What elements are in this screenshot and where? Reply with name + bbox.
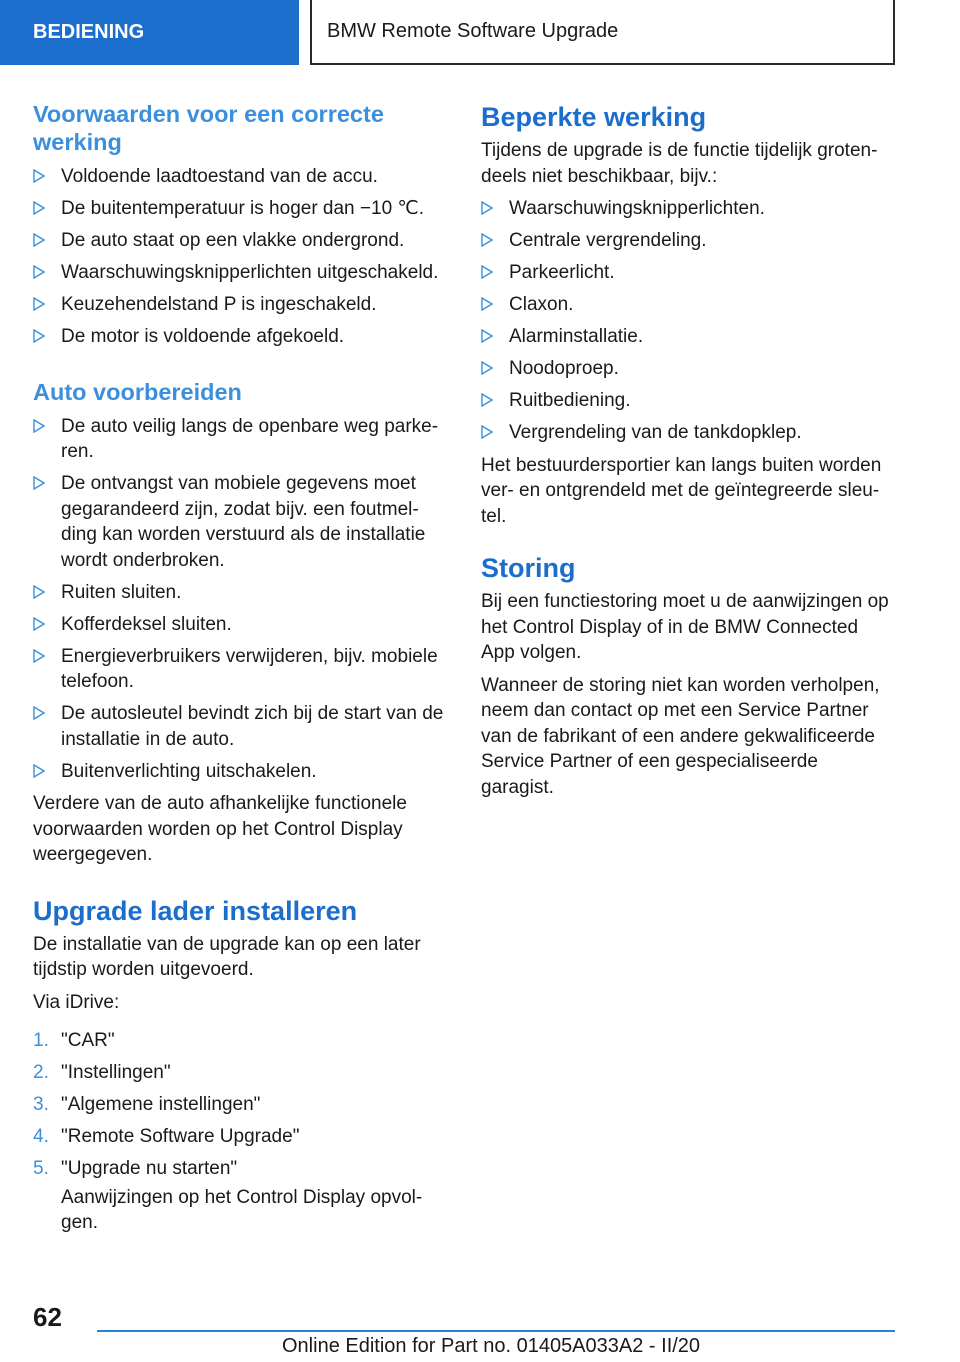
limited-note: Het bestuurdersportier kan langs buiten worden ver- en ontgrendeld met de geïntegreerde sleutel.: [481, 454, 882, 527]
step-item: 3. "Algemene instellingen": [33, 1094, 261, 1115]
heading-prerequisites: Voorwaarden voor een correcte werking: [33, 101, 384, 155]
left-column: [33, 100, 445, 1243]
triangle-bullet-icon: [33, 764, 45, 778]
list-item: De buitentemperatuur is hoger dan −10 ℃.: [33, 196, 445, 222]
triangle-bullet-icon: [33, 476, 45, 490]
triangle-bullet-icon: [481, 393, 493, 407]
install-followup: Aanwijzingen op het Control Display opvolgen.: [61, 1186, 423, 1233]
section-tab: [0, 0, 299, 65]
step-item: 2. "Instellingen": [33, 1062, 171, 1083]
list-item: De autosleutel bevindt zich bij de start van de installatie in de auto.: [33, 701, 445, 752]
footer-edition: Online Edition for Part no. 01405A033A2 - II/20: [282, 1335, 701, 1357]
list-item: Noodoproep.: [481, 356, 895, 382]
list-item: Waarschuwingsknipperlichten uitgeschakeld.: [33, 260, 445, 286]
malfunction-p1: Bij een functiestoring moet u de aanwijzingen op het Control Display of in de BMW Connected App volgen.: [481, 591, 889, 663]
list-item: Alarminstallatie.: [481, 324, 895, 350]
footer-divider: [97, 1330, 895, 1332]
list-item: Ruiten sluiten.: [33, 580, 445, 606]
step-item: 4. "Remote Software Upgrade": [33, 1126, 300, 1147]
page-header: [310, 0, 895, 65]
step-item: 5. "Upgrade nu starten": [33, 1158, 238, 1179]
triangle-bullet-icon: [33, 297, 45, 311]
install-via: Via iDrive:: [33, 991, 120, 1013]
triangle-bullet-icon: [33, 649, 45, 663]
heading-malfunction: Storing: [481, 553, 576, 583]
limited-list: [481, 196, 895, 446]
triangle-bullet-icon: [481, 297, 493, 311]
list-item: De ontvangst van mobiele gegevens moet gegarandeerd zijn, zodat bijv. een foutmelding kan worden verstuurd als de installatie wordt onderbroken.: [33, 471, 445, 573]
list-item: Ruitbediening.: [481, 388, 895, 414]
heading-install-loader: Upgrade lader installeren: [33, 895, 358, 926]
list-item: Waarschuwingsknipperlichten.: [481, 196, 895, 222]
triangle-bullet-icon: [481, 201, 493, 215]
heading-prepare-car: Auto voorbereiden: [33, 378, 242, 405]
triangle-bullet-icon: [33, 169, 45, 183]
list-item: Parkeerlicht.: [481, 260, 895, 286]
prepare-note: Verdere van de auto afhankelijke functionele voorwaarden worden op het Control Display weergegeven.: [33, 793, 407, 865]
page-number: 62: [33, 1302, 62, 1332]
triangle-bullet-icon: [33, 419, 45, 433]
triangle-bullet-icon: [33, 329, 45, 343]
list-item: De motor is voldoende afgekoeld.: [33, 324, 445, 350]
section-label: BEDIENING: [33, 21, 145, 43]
triangle-bullet-icon: [33, 265, 45, 279]
step-item: 1. "CAR": [33, 1030, 115, 1051]
prerequisites-list: [33, 164, 445, 350]
heading-limited-function: Beperkte werking: [481, 102, 707, 132]
list-item: Vergrendeling van de tankdopklep.: [481, 420, 895, 446]
triangle-bullet-icon: [481, 329, 493, 343]
list-item: Centrale vergrendeling.: [481, 228, 895, 254]
triangle-bullet-icon: [33, 585, 45, 599]
list-item: De auto veilig langs de openbare weg parkeren.: [33, 414, 445, 465]
list-item: De auto staat op een vlakke ondergrond.: [33, 228, 445, 254]
triangle-bullet-icon: [33, 617, 45, 631]
triangle-bullet-icon: [33, 706, 45, 720]
triangle-bullet-icon: [33, 233, 45, 247]
list-item: Energieverbruikers verwijderen, bijv. mobiele telefoon.: [33, 644, 445, 695]
triangle-bullet-icon: [481, 361, 493, 375]
right-column: [481, 100, 895, 807]
triangle-bullet-icon: [33, 201, 45, 215]
prepare-list: [33, 414, 445, 785]
install-intro: De installatie van de upgrade kan op een later tijdstip worden uitgevoerd.: [33, 933, 421, 980]
install-steps: [33, 1028, 445, 1182]
header-title: BMW Remote Software Upgrade: [327, 20, 619, 42]
list-item: Voldoende laadtoestand van de accu.: [33, 164, 445, 190]
list-item: Claxon.: [481, 292, 895, 318]
list-item: Keuzehendelstand P is ingeschakeld.: [33, 292, 445, 318]
limited-intro: Tijdens de upgrade is de functie tijdelijk grotendeels niet beschikbaar, bijv.:: [481, 140, 878, 187]
malfunction-p2: Wanneer de storing niet kan worden verholpen, neem dan contact op met een Service Partner van de fabrikant of een andere gekwalificeerde Service Partner of een gespecialiseerde garagist.: [481, 674, 880, 798]
triangle-bullet-icon: [481, 233, 493, 247]
list-item: Kofferdeksel sluiten.: [33, 612, 445, 638]
triangle-bullet-icon: [481, 425, 493, 439]
list-item: Buitenverlichting uitschakelen.: [33, 759, 445, 785]
triangle-bullet-icon: [481, 265, 493, 279]
